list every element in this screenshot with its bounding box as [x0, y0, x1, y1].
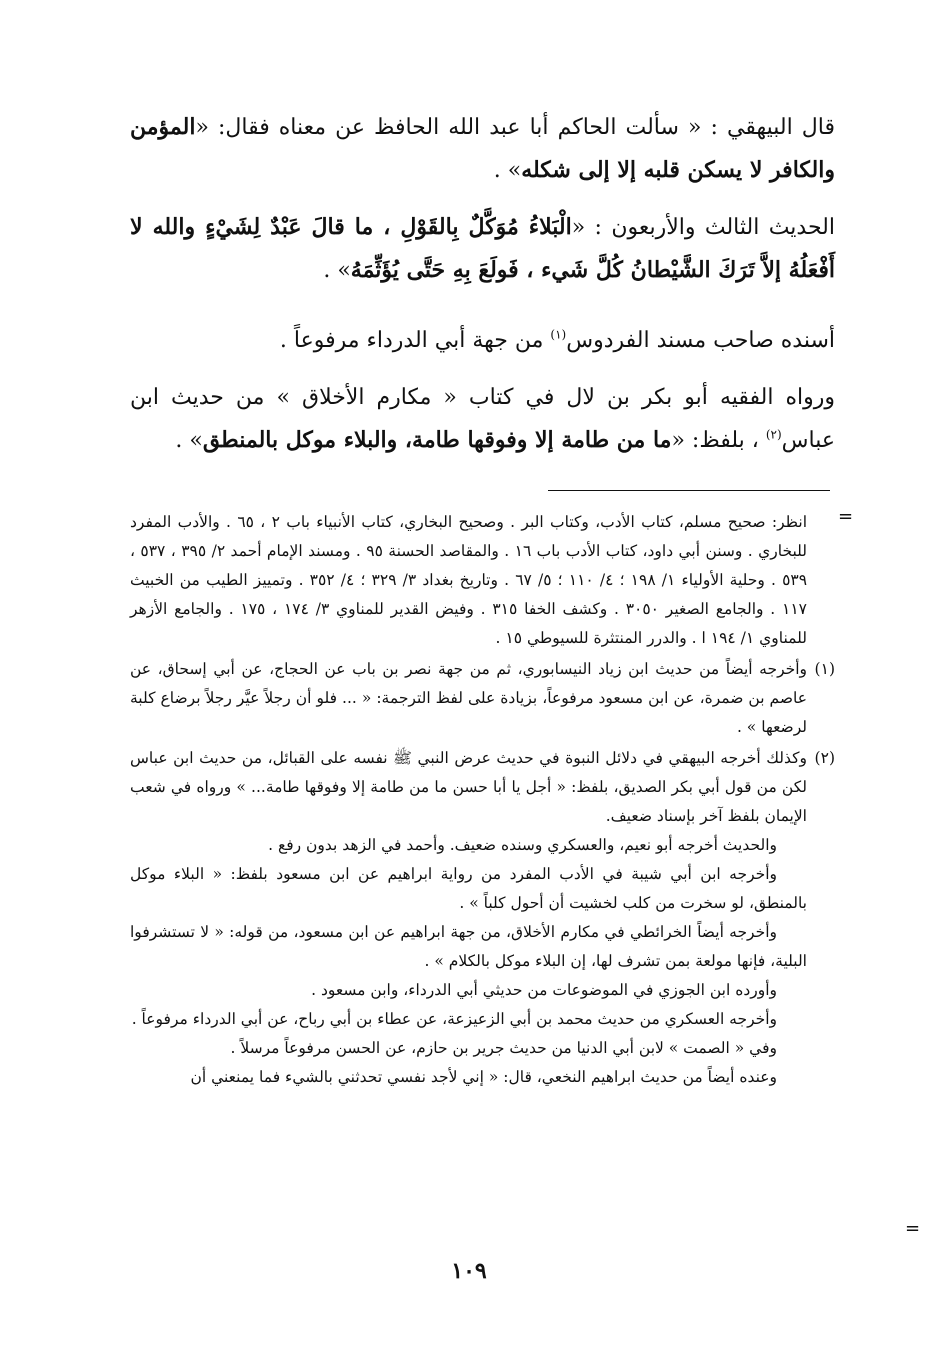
footnote-2 — [130, 744, 835, 831]
paragraph-end: » . — [323, 258, 351, 283]
paragraph-ibn-lal — [130, 377, 835, 462]
footnote-1 — [130, 655, 835, 742]
continuation-mark: = — [838, 506, 854, 527]
continuation-mark: = — [905, 1218, 921, 1239]
footnote-2-line: وفي « الصمت » لابن أبي الدنيا من حديث جرير بن حازم، عن الحسن مرفوعاً مرسلاً . — [230, 1039, 777, 1057]
paragraph-end: » . — [493, 158, 522, 183]
footnote-2-line: والحديث أخرجه أبو نعيم، والعسكري وسنده ضعيف. وأحمد في الزهد بدون رفع . — [268, 836, 777, 854]
footnote-number: (٢) — [814, 749, 835, 767]
paragraph-lead: قال البيهقي : « سألت الحاكم أبا عبد الله الحافظ عن معناه فقال: « — [195, 115, 835, 140]
footnote-2-line: وأخرجه ابن أبي شيبة في الأدب المفرد من رواية ابراهيم عن ابن مسعود بلفظ: « البلاء موكل بالمنطق، لو سخرت من كلب لخشيت أن أحول كلباً » . — [130, 865, 807, 912]
paragraph-text: من جهة أبي الدرداء مرفوعاً . — [279, 328, 544, 353]
hadith-text: الْبَلاءُ مُوَكَّلٌ بِالقَوْلِ ، ما قالَ عَبْدٌ لِشَيْءٍ والله لا أَفْعَلُهُ إلاَّ تَرَكَ الشَّيْطانُ كُلَّ شَيء ، فَولَعَ بِهِ حَتَّى يُؤَثِّمَهُ — [130, 214, 835, 283]
footnote-2-line: وأخرجه العسكري من حديث محمد بن أبي الزعيزعة، عن عطاء بن أبي رباح، عن أبي الدرداء مرفوعاً . — [131, 1010, 777, 1028]
paragraph-bayhaqi — [130, 106, 835, 192]
footnote-separator — [548, 490, 830, 491]
footnote-ref-1[interactable]: (١) — [550, 327, 567, 342]
paragraph-text: ورواه الفقيه أبو بكر بن لال في كتاب « مكارم الأخلاق » من حديث ابن عباس — [130, 385, 835, 453]
footnote-text: وأخرجه أيضاً من حديث ابن زياد النيسابوري، ثم من جهة نصر بن باب عن الحجاج، عن أبي إسحاق، عن عاصم بن ضمرة، عن ابن مسعود مرفوعاً، بزيادة على لفظ الترجمة: « ... فلو أن رجلاً عيَّر رجلاً برضاع كلبة لرضعها » . — [130, 660, 807, 736]
footnotes — [130, 508, 835, 1092]
footnote-text: وكذلك أخرجه البيهقي في دلائل النبوة في حديث عرض النبي ﷺ نفسه على القبائل، من حديث ابن عباس لكن من قول أبي بكر الصديق، بلفظ: « أجل يا أبا حسن ما من طامة إلا وفوقها طامة... » ورواه في شعب الإيمان بلفظ آخر بإسناد ضعيف. — [130, 749, 807, 825]
paragraph-hadith-43 — [130, 206, 835, 292]
quoted-text: المؤمن والكافر لا يسكن قلبه إلا إلى شكله — [130, 114, 835, 183]
footnote-number: (١) — [814, 660, 835, 678]
footnote-2-line: وأورده ابن الجوزي في الموضوعات من حديثي أبي الدرداء، وابن مسعود . — [311, 981, 777, 999]
paragraph-isnad — [130, 320, 835, 362]
footnote-2-line: وأخرجه أيضاً الخرائطي في مكارم الأخلاق، من جهة ابراهيم عن ابن مسعود، من قوله: « لا تستشرفوا البلية، فإنها مولعة بمن تشرف لها، إن البلاء موكل بالكلام » . — [130, 923, 807, 970]
paragraph-text: أسنده صاحب مسند الفردوس — [566, 328, 835, 353]
quoted-text: ما من طامة إلا وفوقها طامة، والبلاء موكل بالمنطق — [202, 427, 672, 453]
paragraph-text: ، بلفظ: « — [671, 428, 759, 453]
paragraph-end: » . — [175, 428, 203, 453]
page-number: ١٠٩ — [451, 1258, 487, 1284]
footnote-ref-2[interactable]: (٢) — [765, 427, 782, 442]
paragraph-lead: الحديث الثالث والأربعون : « — [571, 215, 835, 240]
footnote-2-line: وعنده أيضاً من حديث ابراهيم النخعي، قال: « إني لأجد نفسي تحدثني بالشيء فما يمنعني أن — [190, 1068, 777, 1086]
footnote-carryover: انظر: صحيح مسلم، كتاب الأدب، وكتاب البر . وصحيح البخاري، كتاب الأنبياء باب ٢ ، ٦٥ . والأدب المفرد للبخاري . وسنن أبي داود، كتاب الأدب باب ١٦ . والمقاصد الحسنة ٩٥ . ومسند الإمام أحمد ٢/ ٣٩٥ ، ٥٣٧ ، ٥٣٩ . وحلية الأولياء ١/ ١٩٨ ؛ ٤/ ١١٠ ؛ ٥/ ٦٧ . وتاريخ بغداد ٣/ ٣٢٩ ؛ ٤/ ٣٥٢ . وتمييز الطيب من الخبيث ١١٧ . والجامع الصغير ٣٠٥٠ . وكشف الخفا ٣١٥ . وفيض القدير للمناوي ٣/ ١٧٤ ، ١٧٥ . والجامع الأزهر للمناوي ١/ ١٩٤ ا . والدرر المنتثرة للسيوطي ١٥ . — [130, 513, 808, 647]
